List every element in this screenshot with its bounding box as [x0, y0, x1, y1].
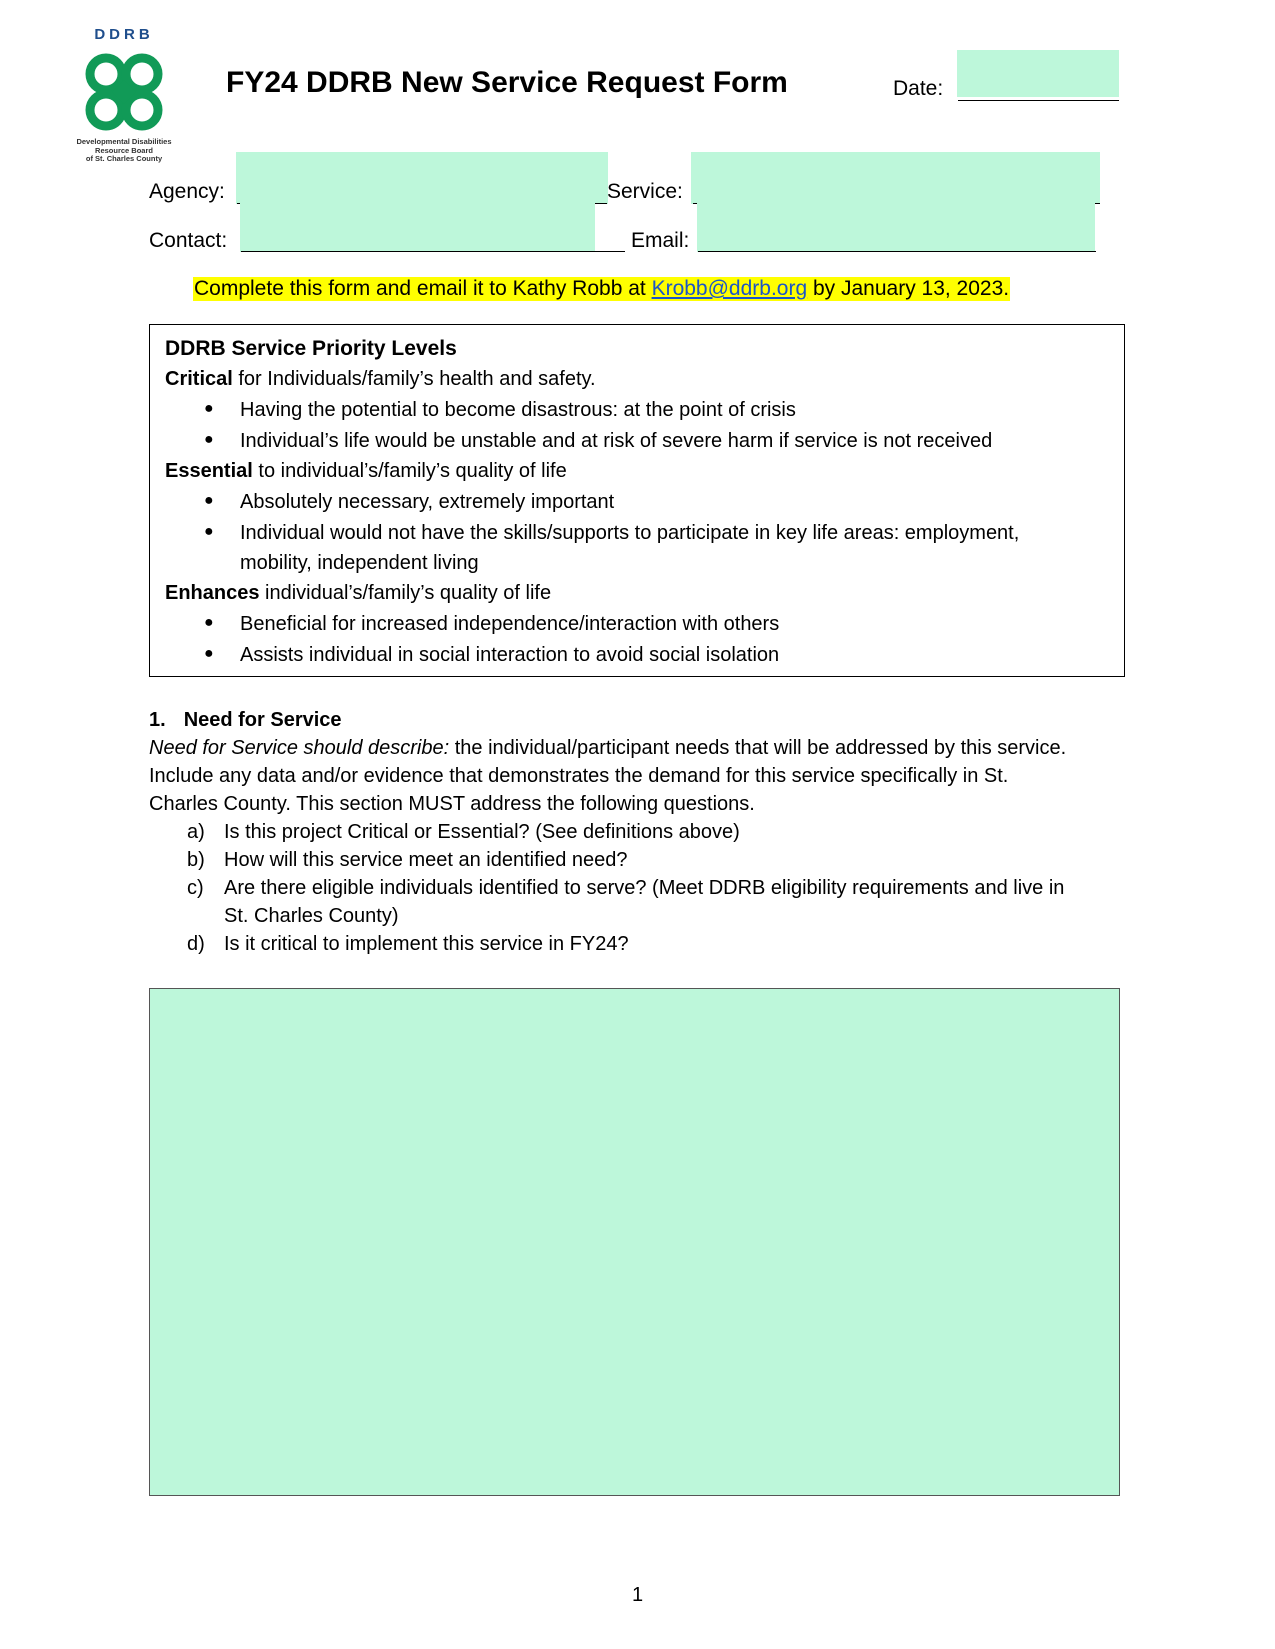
contact-underline	[241, 251, 625, 252]
question-marker: d)	[187, 933, 205, 955]
level-term: Enhances	[165, 582, 260, 604]
quatrefoil-logo-icon	[82, 50, 166, 134]
level-bullet-continued: mobility, independent living	[240, 552, 479, 574]
question-marker: c)	[187, 877, 204, 899]
section-title: Need for Service	[183, 709, 342, 731]
level-bullet: Assists individual in social interaction to avoid social isolation	[240, 644, 780, 666]
question-text: Is it critical to implement this service in FY24?	[224, 933, 629, 955]
email-field[interactable]	[697, 202, 1095, 252]
agency-field[interactable]	[236, 152, 608, 204]
level-bullet: Having the potential to become disastrous: at the point of crisis	[240, 399, 796, 421]
priority-levels-box	[149, 324, 1125, 677]
bullet-icon: ●	[204, 614, 214, 631]
contact-field[interactable]	[240, 202, 595, 252]
date-label: Date:	[893, 77, 944, 100]
date-field-highlight[interactable]	[957, 50, 1119, 97]
ddrb-logo	[78, 26, 170, 166]
bullet-icon: ●	[204, 492, 214, 509]
level-desc: to individual’s/family’s quality of life	[252, 460, 567, 482]
level-critical	[165, 368, 596, 391]
page-title: FY24 DDRB New Service Request Form	[226, 66, 788, 99]
level-term: Essential	[165, 460, 253, 482]
question-marker: b)	[187, 849, 205, 871]
question-text: Is this project Critical or Essential? (See definitions above)	[224, 821, 740, 843]
bullet-icon: ●	[204, 400, 214, 417]
level-bullet: Individual would not have the skills/supports to participate in key life areas: employment,	[240, 522, 1020, 544]
agency-label: Agency:	[149, 180, 225, 203]
notice-text: Complete this form and email it to Kathy Robb at	[194, 277, 652, 300]
level-desc: for Individuals/family’s health and safety.	[232, 368, 596, 390]
logo-caption-line: Resource Board	[95, 145, 153, 155]
question-text: Are there eligible individuals identified to serve? (Meet DDRB eligibility requirements and live in	[224, 877, 1065, 899]
logo-acronym: DDRB	[94, 26, 154, 43]
contact-label: Contact:	[149, 229, 228, 252]
bullet-icon: ●	[204, 645, 214, 662]
bullet-icon: ●	[204, 523, 214, 540]
priority-heading: DDRB Service Priority Levels	[165, 337, 457, 360]
level-essential	[165, 460, 567, 483]
submission-notice	[193, 277, 1010, 301]
question-text: How will this service meet an identified need?	[224, 849, 628, 871]
service-label: Service:	[607, 180, 683, 203]
email-link[interactable]: Krobb@ddrb.org	[651, 277, 808, 300]
email-label: Email:	[631, 229, 690, 252]
section-number: 1.	[149, 709, 166, 731]
logo-caption	[72, 138, 176, 164]
intro-rest: the individual/participant needs that will be addressed by this service.	[449, 737, 1067, 759]
level-bullet: Absolutely necessary, extremely important	[240, 491, 615, 513]
notice-deadline: by January 13, 2023.	[807, 277, 1010, 300]
level-desc: individual’s/family’s quality of life	[259, 582, 552, 604]
email-underline	[698, 251, 1096, 252]
intro-italic: Need for Service should describe:	[149, 737, 450, 759]
question-marker: a)	[187, 821, 205, 843]
section-heading	[149, 709, 342, 732]
bullet-icon: ●	[204, 431, 214, 448]
logo-caption-line: Developmental Disabilities	[76, 137, 172, 146]
need-for-service-answer-field[interactable]	[149, 988, 1120, 1496]
section-intro-line: Include any data and/or evidence that demonstrates the demand for this service specifically in St.	[149, 765, 1009, 787]
question-text-continued: St. Charles County)	[224, 905, 399, 927]
date-underline	[958, 100, 1119, 101]
level-bullet: Beneficial for increased independence/interaction with others	[240, 613, 780, 635]
service-field[interactable]	[691, 152, 1100, 204]
level-bullet: Individual’s life would be unstable and at risk of severe harm if service is not received	[240, 430, 993, 452]
logo-caption-line: of St. Charles County	[85, 154, 163, 163]
answer-input[interactable]	[150, 989, 1119, 1005]
page-number: 1	[631, 1584, 644, 1606]
section-intro-line: Charles County. This section MUST address the following questions.	[149, 793, 755, 815]
level-enhances	[165, 582, 551, 605]
level-term: Critical	[165, 368, 233, 390]
section-intro	[149, 737, 1066, 760]
